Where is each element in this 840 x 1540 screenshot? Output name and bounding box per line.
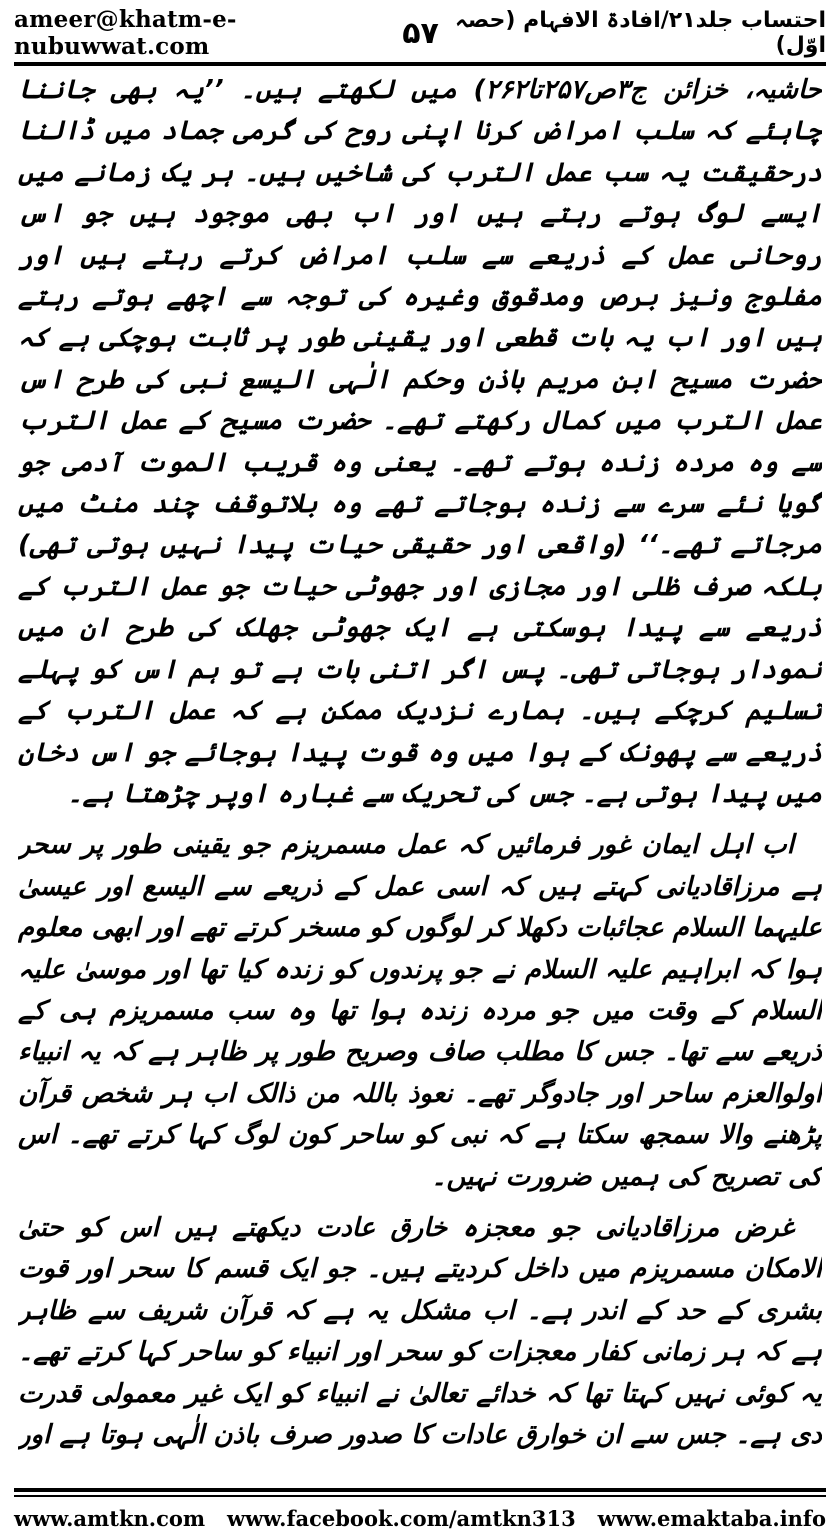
paragraph-1: حاشیہ، خزائن ج۳ص۲۵۷تا۲۶۲) میں لکھتے ہیں۔ ’’یہ بھی جاننا چاہئے کہ سلب امراض کرنا اپنی روح کی گرمی جماد میں ڈالنا درحقیقت یہ سب عمل الترب کی شاخیں ہیں۔ ہر یک زمانے میں ایسے لوگ ہوتے رہتے ہیں اور اب بھی موجود ہیں جو اس روحانی عمل کے ذریعے سے سلب امراض کرتے رہتے ہیں اور مفلوج ونیز برص ومدقوق وغیرہ کی توجہ سے اچھے ہوتے رہتے ہیں اور اب یہ بات قطعی اور یقینی طور پر ثابت ہوچکی ہے کہ حضرت مسیح ابن مریم باذن وحکم الٰہی الیسع نبی کی طرح اس عمل الترب میں کمال رکھتے تھے۔ حضرت مسیح کے عمل الترب سے وہ مردہ زندہ ہوتے تھے۔ یعنی وہ قریب الموت آدمی جو گویا نئے سرے سے زندہ ہوجاتے تھے وہ بلاتوقف چند منٹ میں مرجاتے تھے۔‘‘ (واقعی اور حقیقی حیات پیدا نہیں ہوتی تھی) بلکہ صرف ظلی اور مجازی اور جھوٹی حیات جو عمل الترب کے ذریعے سے پیدا ہوسکتی ہے ایک جھوٹی جھلک کی طرح ان میں نمودار ہوجاتی تھی۔ پس اگر اتنی بات ہے تو ہم اس کو پہلے تسلیم کرچکے ہیں۔ ہمارے نزدیک ممکن ہے کہ عمل الترب کے ذریعے سے پھونک کے ہوا میں وہ قوت پیدا ہوجائے جو اس دخان میں پیدا ہوتی ہے۔ جس کی تحریک سے غبارہ اوپر چڑھتا ہے۔ [18, 75, 822, 809]
footer-link-amtkn[interactable]: www.amtkn.com [14, 1505, 206, 1531]
paragraph-3: غرض مرزاقادیانی جو معجزہ خارق عادت دیکھتے ہیں اس کو حتیٰ الامکان مسمریزم میں داخل کردیتے ہیں۔ جو ایک قسم کا سحر اور قوت بشری کے حد کے اندر ہے۔ اب مشکل یہ ہے کہ قرآن شریف سے ظاہر ہے کہ ہر زمانی کفار معجزات کو سحر اور انبیاء کو ساحر کہا کرتے تھے۔ یہ کوئی نہیں کہتا تھا کہ خدائے تعالیٰ نے انبیاء کو ایک غیر معمولی قدرت دی ہے۔ جس سے ان خوارق عادات کا صدور صرف باذن الٰہی ہوتا ہے اور [18, 1212, 822, 1450]
footer-link-facebook[interactable]: www.facebook.com/amtkn313 [227, 1505, 576, 1531]
header-divider [14, 62, 826, 66]
book-title: احتساب جلد۲۱/افادۃ الافہام (حصہ اوّل) [454, 8, 826, 58]
page-footer [14, 1500, 826, 1536]
header-left [14, 6, 439, 60]
page-number: ۵۷ [402, 15, 439, 51]
page-header [14, 8, 826, 58]
footer-divider-thick [14, 1488, 826, 1492]
page-body [18, 70, 822, 1460]
header-email[interactable]: ameer@khatm-e-nubuwwat.com [14, 6, 237, 60]
footer-divider-thin [14, 1495, 826, 1497]
paragraph-2: اب اہل ایمان غور فرمائیں کہ عمل مسمریزم جو یقینی طور پر سحر ہے مرزاقادیانی کہتے ہیں کہ اسی عمل کے ذریعے سے الیسع اور عیسیٰ علیہما السلام عجائبات دکھلا کر لوگوں کو مسخر کرتے تھے اور ابھی معلوم ہوا کہ ابراہیم علیہ السلام نے جو پرندوں کو زندہ کیا تھا اور موسیٰ علیہ السلام کے وقت میں جو مردہ زندہ ہوا تھا وہ سب مسمریزم ہی کے ذریعے سے تھا۔ جس کا مطلب صاف وصریح طور پر ظاہر ہے کہ یہ انبیاء اولوالعزم ساحر اور جادوگر تھے۔ نعوذ باللہ من ذالک اب ہر شخص قرآن پڑھنے والا سمجھ سکتا ہے کہ نبی کو ساحر کون لوگ کہا کرتے تھے۔ اس کی تصریح کی ہمیں ضرورت نہیں۔ [18, 830, 822, 1192]
footer-link-emaktaba[interactable]: www.emaktaba.info [597, 1505, 826, 1531]
